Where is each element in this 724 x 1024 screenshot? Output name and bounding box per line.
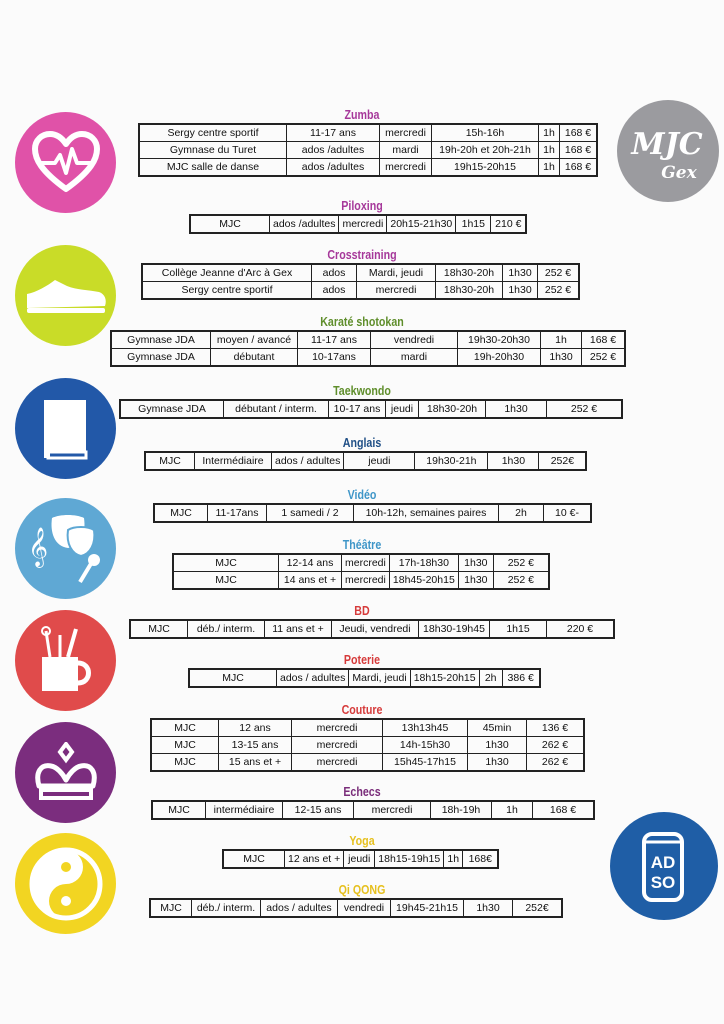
cell: MJC [151,754,219,772]
section-title-taekwondo: Taekwondo [333,383,391,398]
cell: mercredi [342,572,390,590]
cell: 1h [539,159,560,177]
cell: mercredi [292,754,383,772]
section-title-crosstraining: Crosstraining [327,247,397,262]
cell: 1h [539,142,560,159]
cell: 18h30-19h45 [419,620,490,638]
cell: jeudi [344,850,375,868]
cell: MJC [130,620,188,638]
section-title-bd: BD [354,603,370,618]
cell: 252 € [493,554,549,572]
cell: ados /adultes [270,215,339,233]
cell: MJC [152,801,206,819]
adso-logo-line1: AD [650,853,676,872]
cell: 1h15 [490,620,547,638]
cell: MJC salle de danse [139,159,287,177]
cell: 1h30 [468,754,527,772]
cell: 1h [444,850,463,868]
table-echecs [151,800,595,820]
cell: mercredi [380,159,432,177]
cell: 18h45-20h15 [389,572,458,590]
table-row [139,124,597,142]
cell: 252 € [493,572,549,590]
cell: MJC [173,554,279,572]
echecs-icon-circle [15,722,116,823]
cell: ados / adultes [261,899,338,917]
cell: 18h30-20h [436,282,503,300]
cell: 1h30 [458,554,493,572]
cell: 14 ans et + [279,572,342,590]
cell: Gymnase du Turet [139,142,287,159]
cell: déb./ interm. [188,620,265,638]
cell: 252 € [547,400,623,418]
adso-logo [610,812,718,920]
cell: ados [312,264,357,282]
table-yoga [222,849,499,869]
cell: mardi [380,142,432,159]
cell: 210 € [491,215,527,233]
sneaker-icon [23,276,109,316]
cell: 252€ [539,452,587,470]
cell: déb./ interm. [192,899,261,917]
cell: Mardi, jeudi [349,669,410,687]
table-row [154,504,591,522]
mjc-logo-line2: Gex [661,163,697,183]
cell: ados / adultes [272,452,344,470]
cell: 10-17ans [298,349,371,367]
cell: 1h [541,331,582,349]
cell: jeudi [344,452,415,470]
table-poterie [188,668,541,688]
table-qigong [149,898,563,918]
book-icon [40,396,92,462]
cell: MJC [189,669,277,687]
cell: 168 € [582,331,626,349]
table-row [151,737,584,754]
cell: 19h45-21h15 [391,899,464,917]
cell: 15h-16h [432,124,539,142]
cell: 252 € [582,349,626,367]
cell: 18h15-20h15 [410,669,479,687]
table-theatre [172,553,550,590]
cell: 18h30-20h [419,400,486,418]
cell: Intermédiaire [195,452,272,470]
cell: 136 € [527,719,585,737]
cell: 1h30 [541,349,582,367]
cell: 262 € [527,737,585,754]
table-row [139,159,597,177]
table-row [189,669,540,687]
cell: 168 € [560,159,598,177]
mjc-logo-line1: MJC [631,127,703,162]
cell: 13-15 ans [219,737,292,754]
cell: 252€ [513,899,563,917]
cell: MJC [145,452,195,470]
table-row [130,620,614,638]
cell: MJC [151,719,219,737]
cell: 10h-12h, semaines paires [354,504,499,522]
section-title-piloxing: Piloxing [341,198,383,213]
cell: vendredi [338,899,391,917]
cell: mercredi [339,215,387,233]
cell: Jeudi, vendredi [332,620,419,638]
cell: 1 samedi / 2 [267,504,354,522]
cell: 1h [492,801,533,819]
cell: débutant / interm. [224,400,329,418]
table-row [151,719,584,737]
cell: 168€ [463,850,499,868]
cell: Gymnase JDA [120,400,224,418]
section-title-theatre: Théâtre [342,537,382,552]
cell: 168 € [560,142,598,159]
cell: 2h [479,669,502,687]
section-title-anglais: Anglais [342,435,382,450]
cell: 1h [539,124,560,142]
section-title-karate: Karaté shotokan [320,314,404,329]
cell: 1h30 [488,452,539,470]
cell: Mardi, jeudi [357,264,436,282]
cell: Collège Jeanne d'Arc à Gex [142,264,312,282]
cell: Gymnase JDA [111,349,211,367]
cell: 1h15 [456,215,491,233]
cell: 19h30-20h30 [458,331,541,349]
cell: 12-14 ans [279,554,342,572]
cell: 168 € [533,801,595,819]
table-taekwondo [119,399,623,419]
section-title-video: Vidéo [347,487,377,502]
table-row [142,282,579,300]
cell: 10-17 ans [329,400,386,418]
cell: 18h-19h [431,801,492,819]
cell: mercredi [357,282,436,300]
cell: ados /adultes [287,159,380,177]
cell: 252 € [538,282,580,300]
cell: 1h30 [458,572,493,590]
cell: 1h30 [464,899,513,917]
cell: jeudi [386,400,419,418]
cell: 13h13h45 [383,719,468,737]
cell: MJC [154,504,208,522]
cell: intermédiaire [206,801,283,819]
table-row [139,142,597,159]
cell: 12 ans [219,719,292,737]
cell: 168 € [560,124,598,142]
table-anglais [144,451,587,471]
cell: 19h-20h30 [458,349,541,367]
table-karate [110,330,626,367]
svg-text:𝄞: 𝄞 [27,526,48,567]
table-row [150,899,562,917]
cell: 45min [468,719,527,737]
table-piloxing [189,214,527,234]
cell: 20h15-21h30 [387,215,456,233]
cell: MJC [150,899,192,917]
cell: 14h-15h30 [383,737,468,754]
cell: MJC [173,572,279,590]
table-row [190,215,526,233]
table-couture [150,718,585,772]
cell: 19h-20h et 20h-21h [432,142,539,159]
cell: 1h30 [503,282,538,300]
cell: 252 € [538,264,580,282]
cell: 19h30-21h [415,452,488,470]
cell: ados / adultes [277,669,349,687]
cell: ados [312,282,357,300]
cell: 2h [499,504,544,522]
cell: 10 €- [544,504,592,522]
table-row [111,349,625,367]
table-row [145,452,586,470]
cell: mercredi [354,801,431,819]
table-row [120,400,622,418]
cell: 11-17 ans [298,331,371,349]
cell: 12 ans et + [285,850,344,868]
table-crosstraining [141,263,580,300]
cell: 12-15 ans [283,801,354,819]
cell: 220 € [547,620,615,638]
cell: MJC [223,850,285,868]
cell: 17h-18h30 [389,554,458,572]
table-row [173,554,549,572]
heart-pulse-icon [31,131,101,195]
table-zumba [138,123,598,177]
table-row [142,264,579,282]
cell: moyen / avancé [211,331,298,349]
cell: 1h30 [486,400,547,418]
table-row [173,572,549,590]
cell: Sergy centre sportif [139,124,287,142]
zumba-icon-circle [15,112,116,213]
cell: Gymnase JDA [111,331,211,349]
cell: MJC [151,737,219,754]
table-row [111,331,625,349]
cell: 262 € [527,754,585,772]
cell: mercredi [342,554,390,572]
cell: 11-17ans [208,504,267,522]
cell: 11-17 ans [287,124,380,142]
cell: 18h15-19h15 [375,850,444,868]
section-title-couture: Couture [341,702,383,717]
table-bd [129,619,615,639]
cell: mercredi [292,737,383,754]
cell: mardi [371,349,458,367]
cell: 1h30 [503,264,538,282]
cell: débutant [211,349,298,367]
cell: 1h30 [468,737,527,754]
cell: 19h15-20h15 [432,159,539,177]
table-row [223,850,498,868]
cell: mercredi [380,124,432,142]
table-row [151,754,584,772]
adso-logo-line2: SO [650,873,676,892]
cell: 15 ans et + [219,754,292,772]
cell: vendredi [371,331,458,349]
section-title-qigong: Qi QONG [338,882,386,897]
cell: 386 € [502,669,540,687]
section-title-poterie: Poterie [343,652,381,667]
cell: 18h30-20h [436,264,503,282]
cell: mercredi [292,719,383,737]
section-title-zumba: Zumba [344,107,380,122]
section-title-echecs: Echecs [343,784,381,799]
cell: ados /adultes [287,142,380,159]
cell: Sergy centre sportif [142,282,312,300]
table-video [153,503,592,523]
cell: MJC [190,215,270,233]
cell: 11 ans et + [265,620,332,638]
cell: 15h45-17h15 [383,754,468,772]
table-row [152,801,594,819]
section-title-yoga: Yoga [349,833,375,848]
